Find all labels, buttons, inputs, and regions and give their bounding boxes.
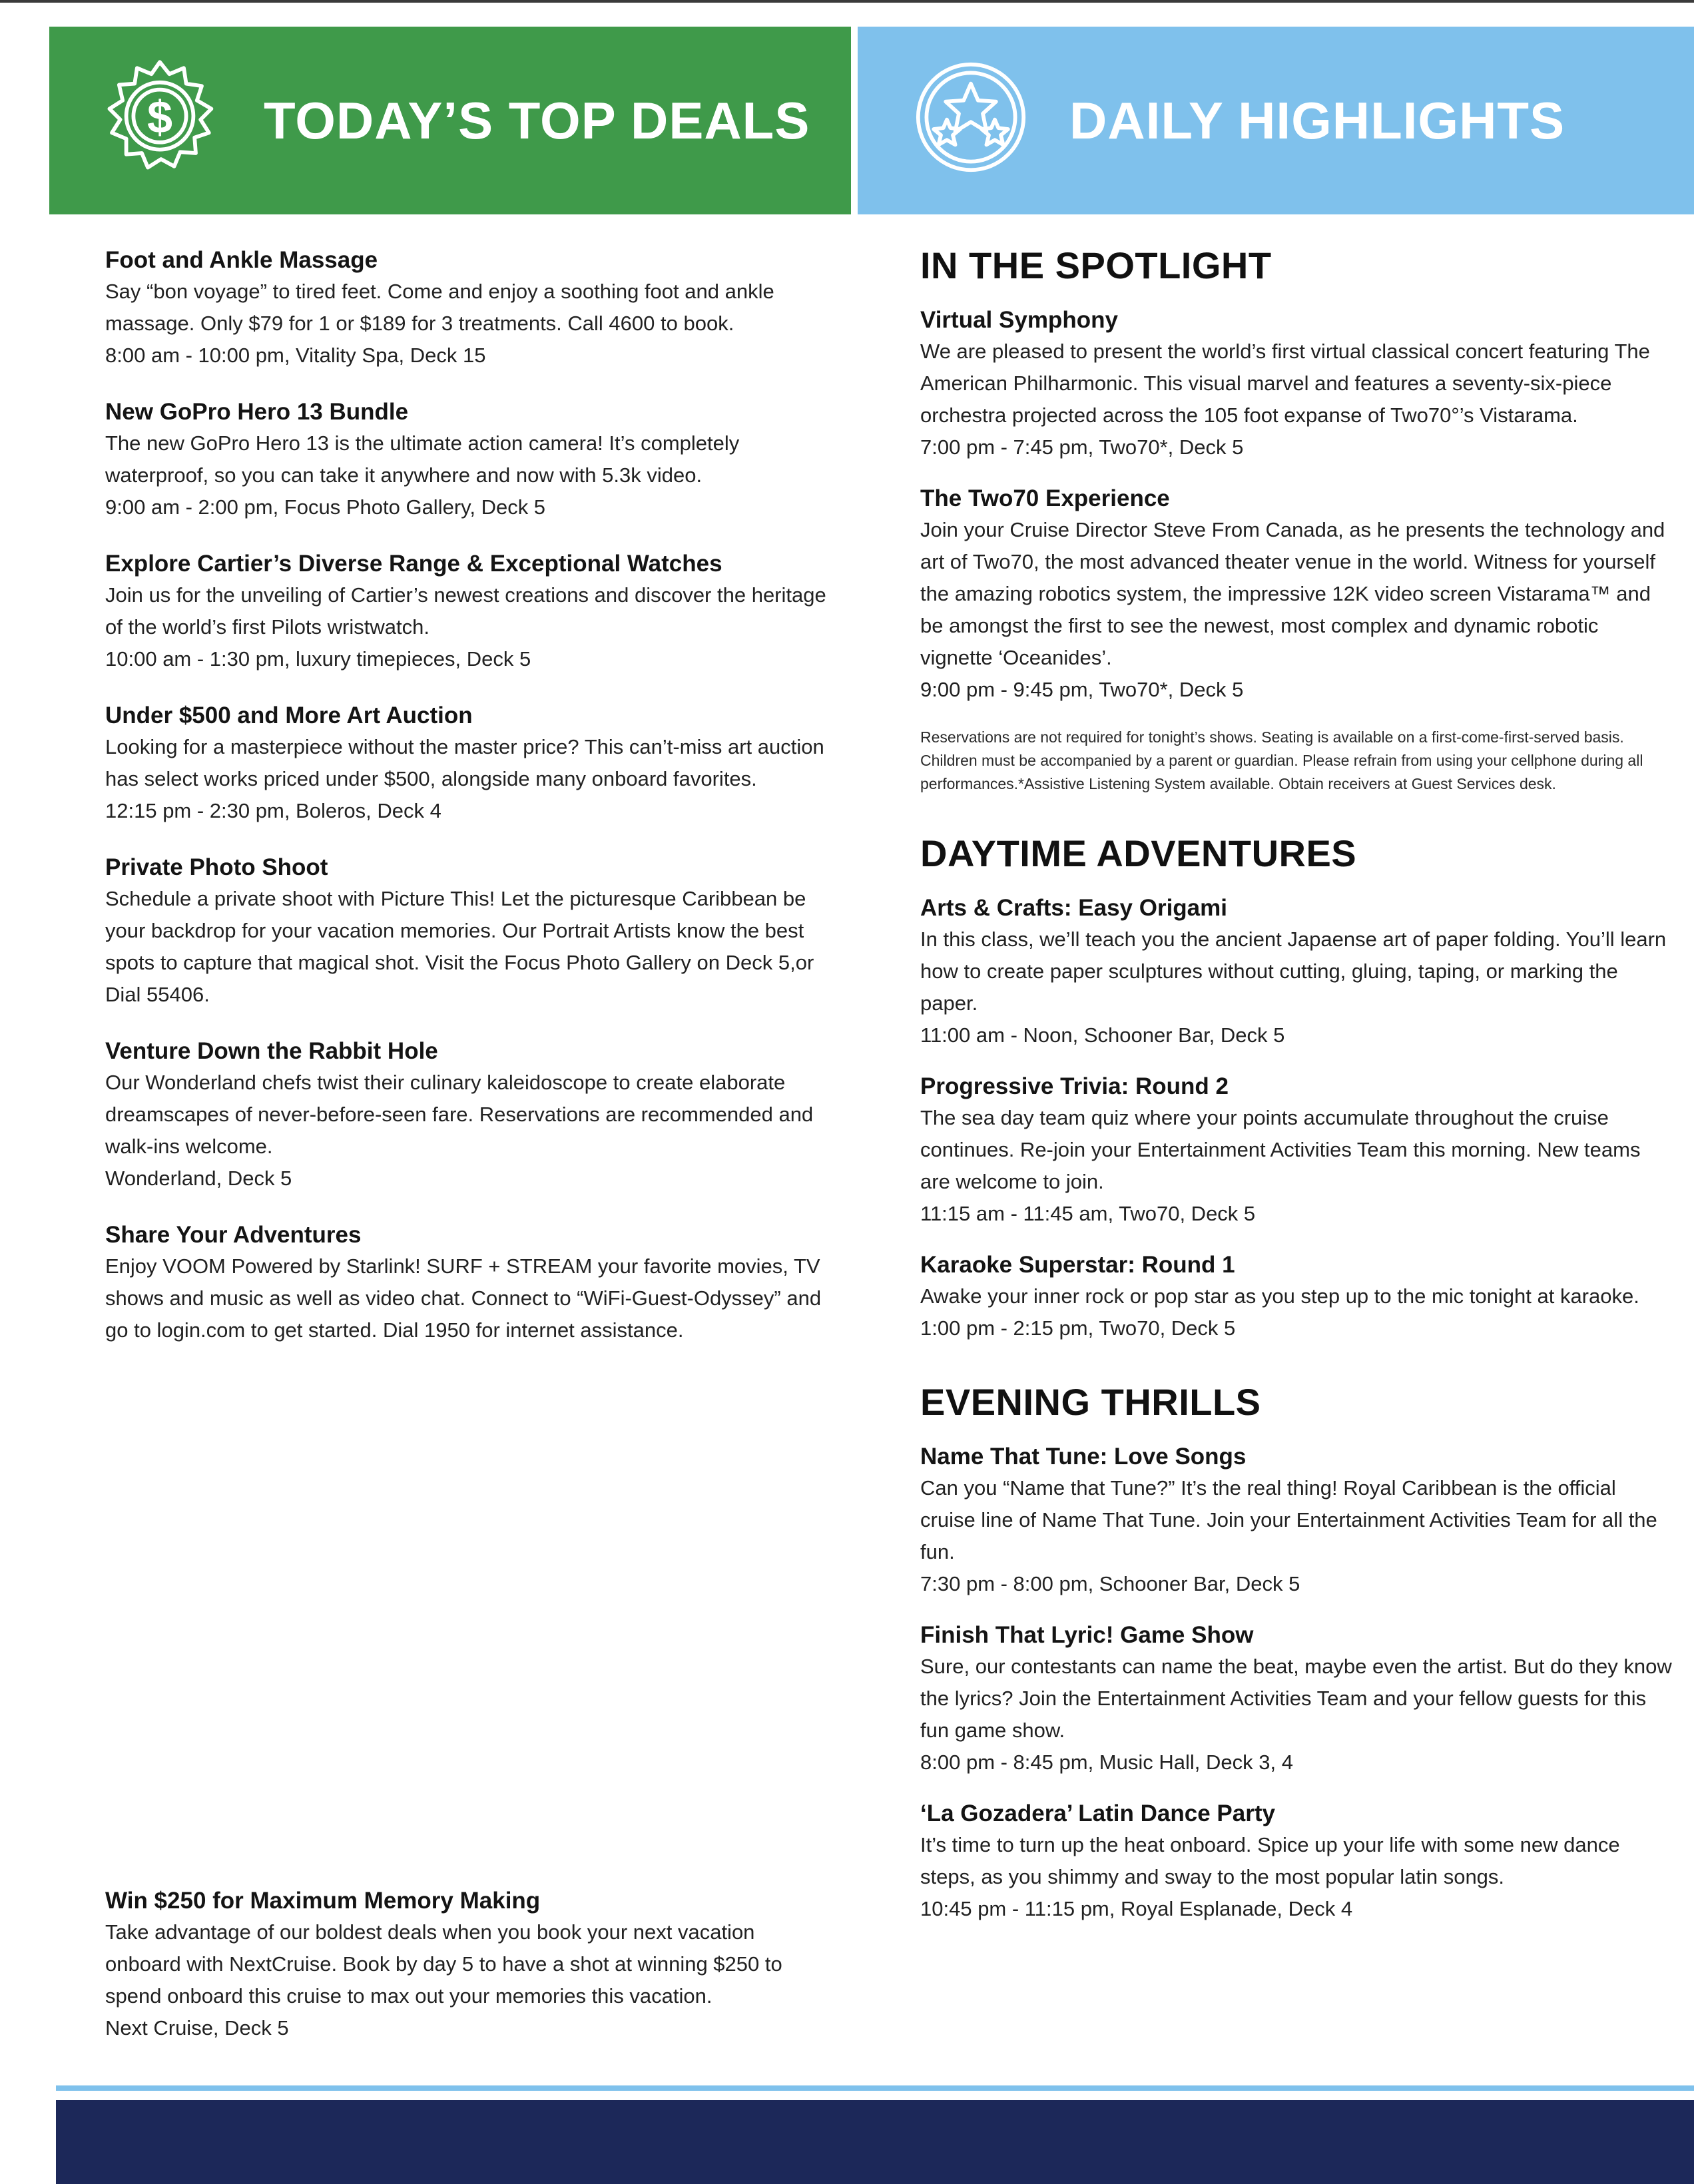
event-time-location: 11:00 am - Noon, Schooner Bar, Deck 5 bbox=[920, 1023, 1285, 1047]
deal-time-location: 9:00 am - 2:00 pm, Focus Photo Gallery, Deck 5 bbox=[105, 495, 546, 519]
event-item bbox=[920, 305, 1673, 463]
event-time-location: 7:30 pm - 8:00 pm, Schooner Bar, Deck 5 bbox=[920, 1572, 1300, 1595]
deal-title: Under $500 and More Art Auction bbox=[105, 702, 473, 728]
deal-title: Share Your Adventures bbox=[105, 1222, 362, 1248]
deal-item bbox=[105, 397, 831, 523]
event-item bbox=[920, 1620, 1673, 1778]
event-time-location: 9:00 pm - 9:45 pm, Two70*, Deck 5 bbox=[920, 678, 1244, 701]
deal-bottom-item bbox=[105, 1886, 831, 2044]
event-time-location: 10:45 pm - 11:15 pm, Royal Esplanade, Deck 4 bbox=[920, 1897, 1353, 1920]
event-time-location: 1:00 pm - 2:15 pm, Two70, Deck 5 bbox=[920, 1316, 1236, 1340]
deal-time-location: 10:00 am - 1:30 pm, luxury timepieces, Deck 5 bbox=[105, 647, 531, 671]
top-deals-title: TODAY’S TOP DEALS bbox=[264, 91, 810, 150]
evening-section bbox=[920, 1379, 1673, 1925]
event-description: It’s time to turn up the heat onboard. Spice up your life with some new dance steps, as you shimmy and sway to the most popular latin songs. bbox=[920, 1833, 1620, 1888]
highlights-column bbox=[920, 242, 1673, 1925]
deal-title: Win $250 for Maximum Memory Making bbox=[105, 1888, 541, 1914]
deal-description: Take advantage of our boldest deals when you book your next vacation onboard with NextCruise. Book by day 5 to have a shot at winning $250 to spend onboard this cruise to max out your memories this vacation. bbox=[105, 1920, 782, 2008]
event-description: Sure, our contestants can name the beat, maybe even the artist. But do they know the lyrics? Join the Entertainment Activities Team and your fellow guests for this fun game show. bbox=[920, 1655, 1672, 1742]
event-description: Can you “Name that Tune?” It’s the real thing! Royal Caribbean is the official cruise line of Name That Tune. Join your Entertainment Activities Team for all the fun. bbox=[920, 1476, 1657, 1563]
event-title: Karaoke Superstar: Round 1 bbox=[920, 1252, 1235, 1278]
footer-accent-line bbox=[56, 2085, 1694, 2091]
stars-badge-icon bbox=[911, 57, 1031, 177]
daytime-section bbox=[920, 830, 1673, 1344]
event-title: Finish That Lyric! Game Show bbox=[920, 1622, 1254, 1648]
deal-item bbox=[105, 852, 831, 1011]
deal-description: Join us for the unveiling of Cartier’s newest creations and discover the heritage of the world’s first Pilots wristwatch. bbox=[105, 583, 826, 639]
event-item bbox=[920, 1250, 1673, 1344]
top-rule bbox=[0, 0, 1694, 3]
event-title: Arts & Crafts: Easy Origami bbox=[920, 895, 1227, 921]
section-heading: EVENING THRILLS bbox=[920, 1381, 1261, 1423]
event-time-location: 11:15 am - 11:45 am, Two70, Deck 5 bbox=[920, 1202, 1256, 1225]
deal-item bbox=[105, 700, 831, 827]
event-item bbox=[920, 1798, 1673, 1925]
daily-highlights-title: DAILY HIGHLIGHTS bbox=[1069, 91, 1565, 150]
deal-time-location: Wonderland, Deck 5 bbox=[105, 1167, 292, 1190]
event-description: The sea day team quiz where your points accumulate throughout the cruise continues. Re-join your Entertainment Activities Team this morning. New teams are welcome to join. bbox=[920, 1106, 1641, 1193]
deal-description: The new GoPro Hero 13 is the ultimate action camera! It’s completely waterproof, so you can take it anywhere and now with 5.3k video. bbox=[105, 431, 740, 487]
deal-description: Looking for a masterpiece without the master price? This can’t-miss art auction has select works priced under $500, alongside many onboard favorites. bbox=[105, 735, 824, 790]
event-title: The Two70 Experience bbox=[920, 485, 1170, 511]
deal-description: Say “bon voyage” to tired feet. Come and enjoy a soothing foot and ankle massage. Only $79 for 1 or $189 for 3 treatments. Call 4600 to book. bbox=[105, 280, 774, 335]
deal-title: Private Photo Shoot bbox=[105, 854, 328, 880]
deal-item bbox=[105, 1220, 831, 1346]
event-time-location: 8:00 pm - 8:45 pm, Music Hall, Deck 3, 4 bbox=[920, 1751, 1293, 1774]
event-description: Awake your inner rock or pop star as you step up to the mic tonight at karaoke. bbox=[920, 1284, 1639, 1308]
reservations-note: Reservations are not required for tonight’s shows. Seating is available on a first-come-first-served basis. Children must be accompanied by a parent or guardian. Please refrain from using your cellphone during all performances.*Assistive Listening System available. Obtain receivers at Guest Services desk. bbox=[920, 728, 1643, 792]
event-item bbox=[920, 1442, 1673, 1600]
deal-description: Schedule a private shoot with Picture This! Let the picturesque Caribbean be your backdrop for your vacation memories. Our Portrait Artists know the best spots to capture that magical shot. Visit the Focus Photo Gallery on Deck 5,or Dial 55406. bbox=[105, 887, 814, 1006]
deal-title: Explore Cartier’s Diverse Range & Exceptional Watches bbox=[105, 551, 722, 577]
top-deals-banner bbox=[49, 27, 851, 214]
event-title: Name That Tune: Love Songs bbox=[920, 1444, 1247, 1470]
section-heading: IN THE SPOTLIGHT bbox=[920, 244, 1272, 286]
deal-item bbox=[105, 1036, 831, 1195]
deals-column bbox=[105, 245, 831, 1346]
event-item bbox=[920, 893, 1673, 1051]
deal-title: New GoPro Hero 13 Bundle bbox=[105, 399, 409, 425]
dollar-badge-icon bbox=[100, 57, 220, 177]
spotlight-section bbox=[920, 242, 1673, 796]
event-title: ‘La Gozadera’ Latin Dance Party bbox=[920, 1800, 1275, 1826]
event-item bbox=[920, 1071, 1673, 1230]
event-description: In this class, we’ll teach you the ancient Japaense art of paper folding. You’ll learn how to create paper sculptures without cutting, gluing, taping, or marking the paper. bbox=[920, 928, 1667, 1015]
deal-item bbox=[105, 245, 831, 372]
deal-title: Venture Down the Rabbit Hole bbox=[105, 1038, 438, 1064]
daily-highlights-banner bbox=[858, 27, 1694, 214]
footer-bar bbox=[56, 2100, 1694, 2184]
event-description: We are pleased to present the world’s first virtual classical concert featuring The American Philharmonic. This visual marvel and features a seventy-six-piece orchestra projected across the 105 foot expanse of Two70°’s Vistarama. bbox=[920, 340, 1650, 427]
deal-title: Foot and Ankle Massage bbox=[105, 247, 378, 273]
event-description: Join your Cruise Director Steve From Canada, as he presents the technology and art of Two70, the most advanced theater venue in the world. Witness for yourself the amazing robotics system, the impressive 12K video screen Vistarama™ and be amongst the first to see the newest, most complex and dynamic robotic vignette ‘Oceanides’. bbox=[920, 518, 1665, 669]
deal-description: Our Wonderland chefs twist their culinary kaleidoscope to create elaborate dreamscapes of never-before-seen fare. Reservations are recommended and walk-ins welcome. bbox=[105, 1071, 814, 1158]
event-title: Progressive Trivia: Round 2 bbox=[920, 1073, 1229, 1099]
deal-time-location: 8:00 am - 10:00 pm, Vitality Spa, Deck 15 bbox=[105, 344, 486, 367]
deal-description: Enjoy VOOM Powered by Starlink! SURF + STREAM your favorite movies, TV shows and music as well as video chat. Connect to “WiFi-Guest-Odyssey” and go to login.com to get started. Dial 1950 for internet assistance. bbox=[105, 1254, 822, 1342]
event-title: Virtual Symphony bbox=[920, 307, 1118, 333]
deal-time-location: 12:15 pm - 2:30 pm, Boleros, Deck 4 bbox=[105, 799, 441, 822]
event-time-location: 7:00 pm - 7:45 pm, Two70*, Deck 5 bbox=[920, 435, 1244, 459]
deal-time-location: Next Cruise, Deck 5 bbox=[105, 2016, 289, 2040]
deal-item bbox=[105, 549, 831, 675]
section-heading: DAYTIME ADVENTURES bbox=[920, 832, 1357, 874]
event-item bbox=[920, 483, 1673, 706]
svg-text:$: $ bbox=[146, 92, 173, 143]
